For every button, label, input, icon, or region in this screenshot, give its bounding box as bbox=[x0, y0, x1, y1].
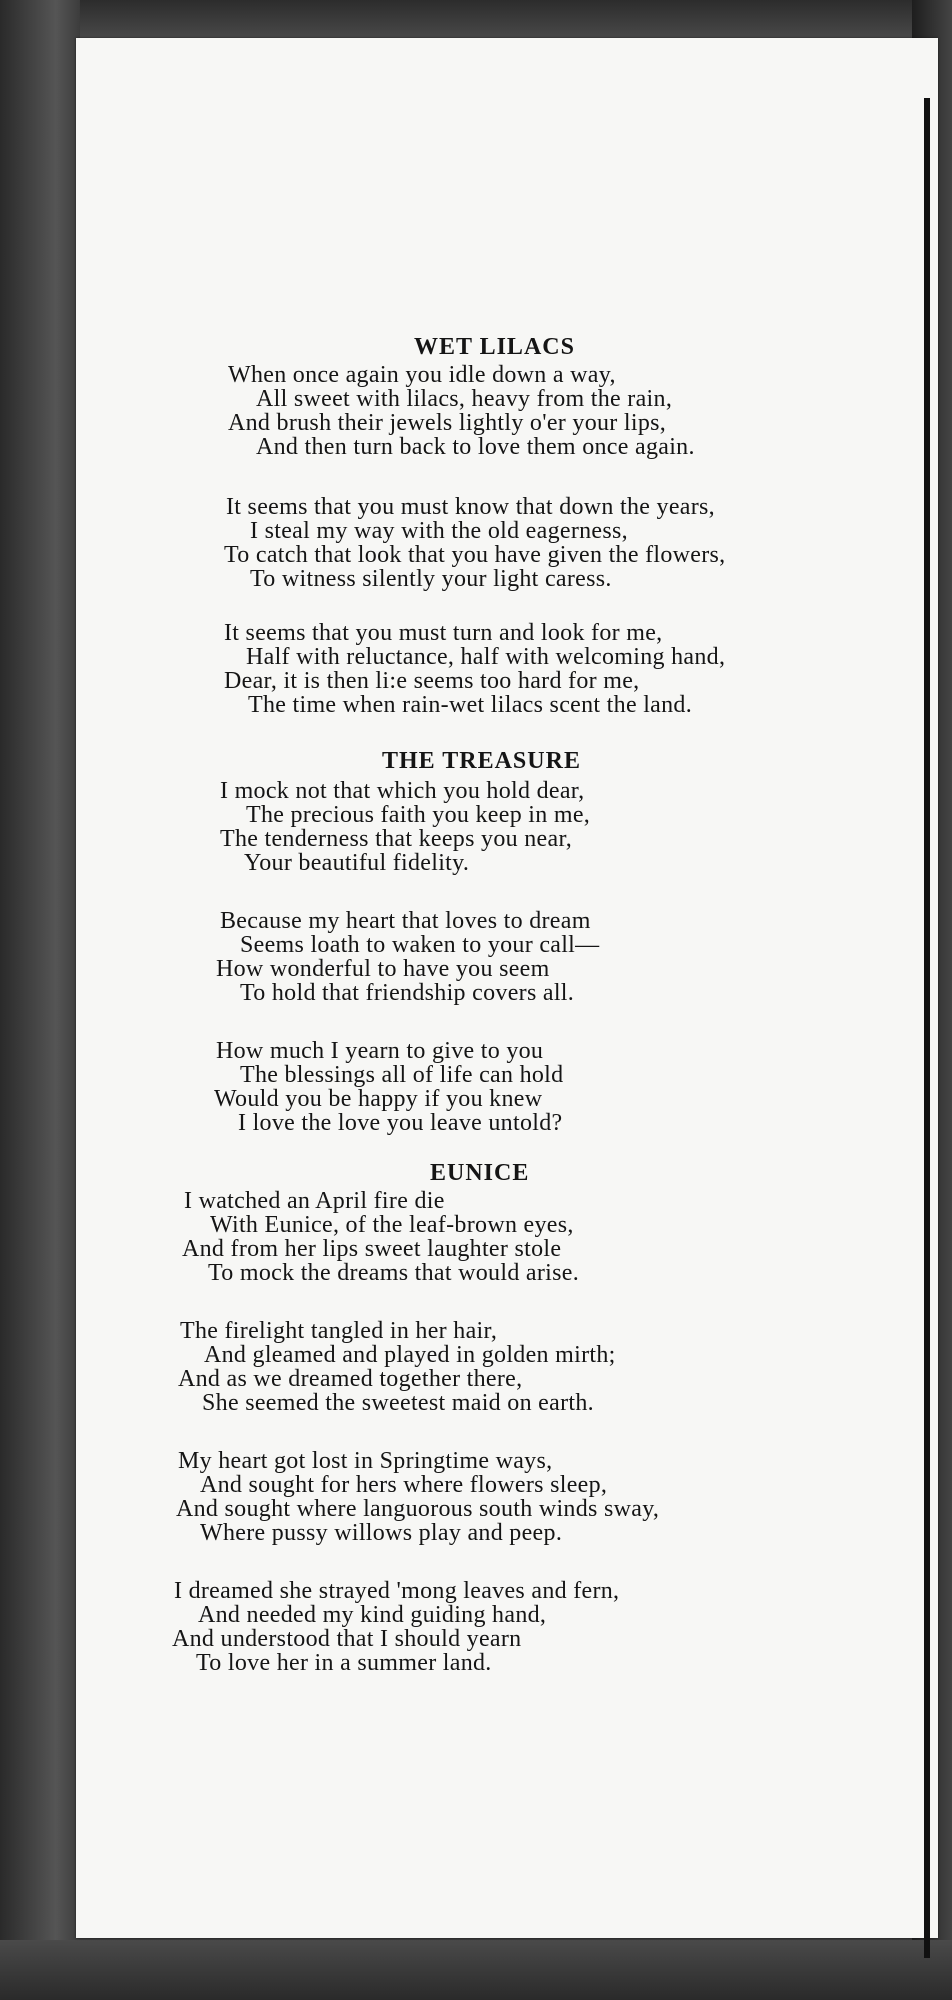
scan-background-top bbox=[0, 0, 952, 40]
poem-line: The firelight tangled in her hair, bbox=[180, 1318, 498, 1344]
poem-line: My heart got lost in Springtime ways, bbox=[178, 1448, 553, 1474]
poem-line: The precious faith you keep in me, bbox=[246, 802, 591, 828]
poem-line: I love the love you leave untold? bbox=[238, 1110, 563, 1136]
poem-line: Seems loath to waken to your call— bbox=[240, 932, 600, 958]
poem-line: She seemed the sweetest maid on earth. bbox=[202, 1390, 594, 1416]
poem-line: The time when rain-wet lilacs scent the land. bbox=[248, 692, 693, 718]
poem-line: Your beautiful fidelity. bbox=[244, 850, 470, 876]
poem-line: To hold that friendship covers all. bbox=[240, 980, 575, 1006]
poem-line: Dear, it is then li:e seems too hard for me, bbox=[224, 668, 640, 694]
poem-line: The tenderness that keeps you near, bbox=[220, 826, 573, 852]
poem-line: All sweet with lilacs, heavy from the rain, bbox=[256, 386, 673, 412]
poem-line: It seems that you must turn and look for me, bbox=[224, 620, 663, 646]
poem-line: I dreamed she strayed 'mong leaves and fern, bbox=[174, 1578, 620, 1604]
poem-content bbox=[76, 38, 938, 1938]
poem-line: And understood that I should yearn bbox=[172, 1626, 522, 1652]
poem-line: And brush their jewels lightly o'er your lips, bbox=[228, 410, 667, 436]
poem-line: Half with reluctance, half with welcoming hand, bbox=[246, 644, 726, 670]
poem-line: And as we dreamed together there, bbox=[178, 1366, 523, 1392]
poem-line: To witness silently your light caress. bbox=[250, 566, 612, 592]
poem-line: It seems that you must know that down the years, bbox=[226, 494, 715, 520]
poem-title: THE TREASURE bbox=[382, 748, 581, 774]
poem-line: And sought for hers where flowers sleep, bbox=[200, 1472, 608, 1498]
poem-line: Because my heart that loves to dream bbox=[220, 908, 591, 934]
poem-line: To mock the dreams that would arise. bbox=[208, 1260, 580, 1286]
poem-line: And from her lips sweet laughter stole bbox=[182, 1236, 562, 1262]
poem-line: How wonderful to have you seem bbox=[216, 956, 550, 982]
scan-background-left bbox=[0, 0, 80, 2000]
poem-line: I steal my way with the old eagerness, bbox=[250, 518, 628, 544]
poem-line: And sought where languorous south winds sway, bbox=[176, 1496, 660, 1522]
poem-title: EUNICE bbox=[430, 1160, 530, 1186]
poem-line: I watched an April fire die bbox=[184, 1188, 445, 1214]
poem-line: And then turn back to love them once again. bbox=[256, 434, 695, 460]
scan-background-bottom bbox=[0, 1940, 952, 2000]
poem-line: When once again you idle down a way, bbox=[228, 362, 616, 388]
poem-line: To catch that look that you have given the flowers, bbox=[224, 542, 726, 568]
poem-line: Would you be happy if you knew bbox=[214, 1086, 543, 1112]
poem-line: I mock not that which you hold dear, bbox=[220, 778, 585, 804]
poem-line: To love her in a summer land. bbox=[196, 1650, 492, 1676]
poem-line: And needed my kind guiding hand, bbox=[198, 1602, 547, 1628]
poem-title: WET LILACS bbox=[414, 334, 575, 360]
poem-line: With Eunice, of the leaf-brown eyes, bbox=[210, 1212, 574, 1238]
poem-line: The blessings all of life can hold bbox=[240, 1062, 564, 1088]
poem-line: And gleamed and played in golden mirth; bbox=[204, 1342, 616, 1368]
poem-line: Where pussy willows play and peep. bbox=[200, 1520, 563, 1546]
poem-line: How much I yearn to give to you bbox=[216, 1038, 544, 1064]
document-page bbox=[76, 38, 938, 1938]
